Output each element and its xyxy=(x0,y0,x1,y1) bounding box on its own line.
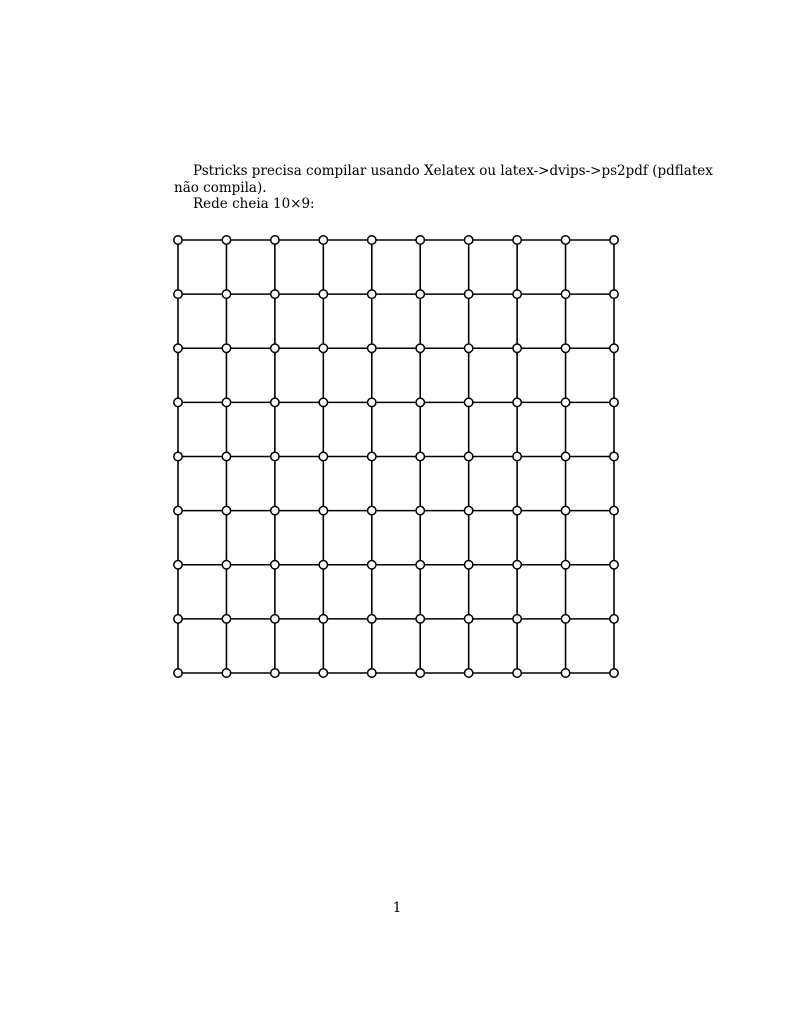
grid-node xyxy=(174,344,182,352)
grid-node xyxy=(610,615,618,623)
grid-node xyxy=(513,452,521,460)
grid-node xyxy=(513,615,521,623)
grid-node xyxy=(222,669,230,677)
grid-node xyxy=(513,290,521,298)
grid-node xyxy=(513,669,521,677)
grid-node xyxy=(319,506,327,514)
grid-node xyxy=(174,398,182,406)
grid-node xyxy=(319,669,327,677)
grid-caption: Rede cheia 10×9: xyxy=(193,196,315,212)
grid-node xyxy=(319,615,327,623)
grid-node xyxy=(610,561,618,569)
grid-node xyxy=(222,290,230,298)
grid-node xyxy=(416,398,424,406)
grid-node xyxy=(561,290,569,298)
grid-node xyxy=(610,506,618,514)
grid-node xyxy=(561,561,569,569)
grid-node xyxy=(561,615,569,623)
grid-node xyxy=(271,344,279,352)
grid-node xyxy=(174,452,182,460)
grid-node xyxy=(416,452,424,460)
grid-node xyxy=(416,506,424,514)
grid-node xyxy=(464,452,472,460)
grid-node xyxy=(464,398,472,406)
grid-node xyxy=(610,452,618,460)
grid-node xyxy=(561,344,569,352)
grid-node xyxy=(513,236,521,244)
page-number: 1 xyxy=(392,900,402,916)
grid-node xyxy=(319,561,327,569)
grid-node xyxy=(222,344,230,352)
grid-node xyxy=(416,615,424,623)
grid-node xyxy=(561,452,569,460)
grid-node xyxy=(271,236,279,244)
grid-node xyxy=(174,669,182,677)
grid-edges xyxy=(178,240,614,673)
grid-node xyxy=(271,669,279,677)
grid-node xyxy=(368,506,376,514)
grid-node xyxy=(222,561,230,569)
grid-node xyxy=(174,506,182,514)
grid-node xyxy=(464,236,472,244)
grid-node xyxy=(416,344,424,352)
grid-node xyxy=(271,398,279,406)
grid-node xyxy=(561,398,569,406)
grid-node xyxy=(271,290,279,298)
grid-node xyxy=(222,506,230,514)
grid-node xyxy=(416,236,424,244)
grid-node xyxy=(561,506,569,514)
grid-node xyxy=(513,398,521,406)
grid-node xyxy=(610,344,618,352)
intro-text-line-2: não compila). xyxy=(174,180,267,196)
intro-text-line-1: Pstricks precisa compilar usando Xelatex ou latex->dvips->ps2pdf (pdflatex xyxy=(193,163,713,179)
grid-node xyxy=(222,236,230,244)
grid-node xyxy=(319,290,327,298)
grid-node xyxy=(513,344,521,352)
grid-node xyxy=(174,236,182,244)
grid-node xyxy=(222,398,230,406)
grid-node xyxy=(610,236,618,244)
grid-node xyxy=(416,669,424,677)
grid-node xyxy=(416,561,424,569)
grid-node xyxy=(368,669,376,677)
grid-node xyxy=(464,506,472,514)
grid-node xyxy=(319,344,327,352)
grid-node xyxy=(368,290,376,298)
grid-node xyxy=(464,561,472,569)
grid-node xyxy=(561,236,569,244)
grid-node xyxy=(416,290,424,298)
grid-node xyxy=(610,398,618,406)
grid-node xyxy=(271,615,279,623)
grid-node xyxy=(174,615,182,623)
grid-node xyxy=(222,615,230,623)
grid-node xyxy=(561,669,569,677)
grid-node xyxy=(271,506,279,514)
grid-node xyxy=(174,290,182,298)
grid-node xyxy=(464,669,472,677)
grid-node xyxy=(319,452,327,460)
grid-node xyxy=(610,290,618,298)
grid-node xyxy=(610,669,618,677)
grid-node xyxy=(222,452,230,460)
grid-node xyxy=(319,236,327,244)
grid-node xyxy=(464,290,472,298)
grid-node xyxy=(368,236,376,244)
grid-node xyxy=(368,398,376,406)
grid-node xyxy=(368,452,376,460)
grid-node xyxy=(513,561,521,569)
grid-node xyxy=(513,506,521,514)
grid-node xyxy=(464,344,472,352)
grid-node xyxy=(271,561,279,569)
grid-node xyxy=(174,561,182,569)
grid-node xyxy=(319,398,327,406)
grid-node xyxy=(368,561,376,569)
grid-node xyxy=(464,615,472,623)
grid-node xyxy=(368,615,376,623)
grid-node xyxy=(368,344,376,352)
grid-node xyxy=(271,452,279,460)
